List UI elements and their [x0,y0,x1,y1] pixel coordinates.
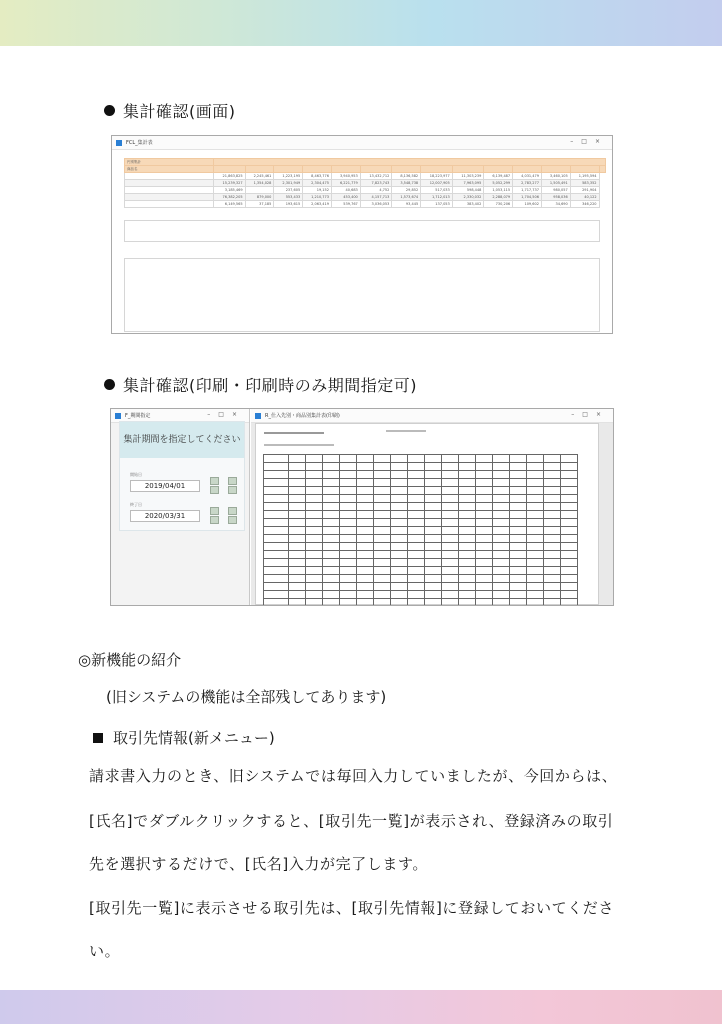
from-month-up-button[interactable] [228,477,237,485]
to-date-down-button[interactable] [210,516,219,524]
square-bullet-icon [93,733,103,743]
top-decorative-band [0,0,722,46]
bullet-icon [104,105,115,116]
app-icon [255,413,261,419]
window-controls-icon: –□× [207,411,245,418]
bottom-decorative-band [0,990,722,1024]
subheading-text: 取引先情報(新メニュー) [113,729,275,747]
heading-text: 集計確認(画面) [123,102,236,121]
report-page [255,423,599,605]
empty-detail-area [124,258,600,332]
body-paragraph-line: い。 [89,942,121,960]
table-row: 76,382,205 879,000 553,433 1,210,773 453,400 4,157,713 1,573,674 1,712,013 2,330,032 2,288,079 1,704,506 958,036 40,122 [125,194,606,201]
table-row: 21,863,825 2,245,461 1,223,195 8,463,776 3,940,953 13,432,712 8,136,582 18,223,977 11,303,239 6,139,487 4,031,479 3,460,105 1,195,594 [125,173,606,180]
report-preview-window [251,409,613,605]
to-date-field[interactable]: 2020/03/31 [130,510,200,522]
period-form-window [111,409,250,605]
section-heading-print-summary [104,373,417,396]
from-date-up-button[interactable] [210,477,219,485]
subheading-client-info [93,727,275,748]
heading-text: 集計確認(印刷・印刷時のみ期間指定可) [123,376,417,395]
row-label: 円別集計 [125,159,214,166]
window-title: F_期間指定 [125,413,151,419]
to-month-down-button[interactable] [228,516,237,524]
window-controls-icon: –□× [570,138,608,145]
row-label: 商品名 [125,166,214,173]
body-paragraph-line: 請求書入力のとき、旧システムでは毎回入力していましたが、今回からは、 [89,767,618,785]
table-row: 15,239,327 1,354,028 2,301,949 2,304,475 6,221,779 7,823,743 3,548,738 12,007,905 7,963,095 5,052,299 2,783,277 1,505,491 583,352 [125,180,606,187]
from-month-down-button[interactable] [228,486,237,494]
app-icon [116,140,122,146]
form-heading: 集計期間を指定してください [120,422,244,458]
body-paragraph-line: 先を選択するだけで、[氏名]入力が完了します。 [89,855,429,873]
window-titlebar [251,409,613,423]
from-date-down-button[interactable] [210,486,219,494]
from-date-label: 開始日 [130,472,142,477]
new-features-heading: ◎新機能の紹介 [78,651,182,669]
body-paragraph-line: [取引先一覧]に表示させる取引先は、[取引先情報]に登録しておいてくださ [89,899,615,917]
report-subtitle-line [264,444,334,446]
period-form [119,421,245,531]
window-title: FCL_集計表 [126,140,153,146]
table-row: 6,149,565 37,185 193,615 2,063,419 539,767 3,036,053 93,445 137,053 383,402 730,206 109,602 34,690 346,220 [125,201,606,208]
screenshot-print-windows [110,408,614,606]
app-icon [115,413,121,419]
window-title: R_仕入先別・商品別集計表(印刷) [265,413,340,419]
to-date-up-button[interactable] [210,507,219,515]
to-month-up-button[interactable] [228,507,237,515]
to-date-label: 終了日 [130,502,142,507]
report-title-line [264,432,324,434]
bullet-icon [104,379,115,390]
from-date-field[interactable]: 2019/04/01 [130,480,200,492]
body-paragraph-line: [氏名]でダブルクリックすると、[取引先一覧]が表示され、登録済みの取引 [89,812,614,830]
window-titlebar [112,136,612,150]
summary-table [124,158,606,208]
screenshot-summary-window [111,135,613,334]
table-row: 3,185,469 237,605 19,152 40,683 4,752 29,852 517,033 598,448 1,053,115 1,717,737 980,057 291,904 [125,187,606,194]
report-period-line [386,430,426,432]
report-table [263,454,578,606]
window-controls-icon: –□× [571,411,609,418]
legacy-note: (旧システムの機能は全部残してあります) [106,688,387,706]
empty-subform-area [124,220,600,242]
section-heading-screen-summary [104,99,236,122]
